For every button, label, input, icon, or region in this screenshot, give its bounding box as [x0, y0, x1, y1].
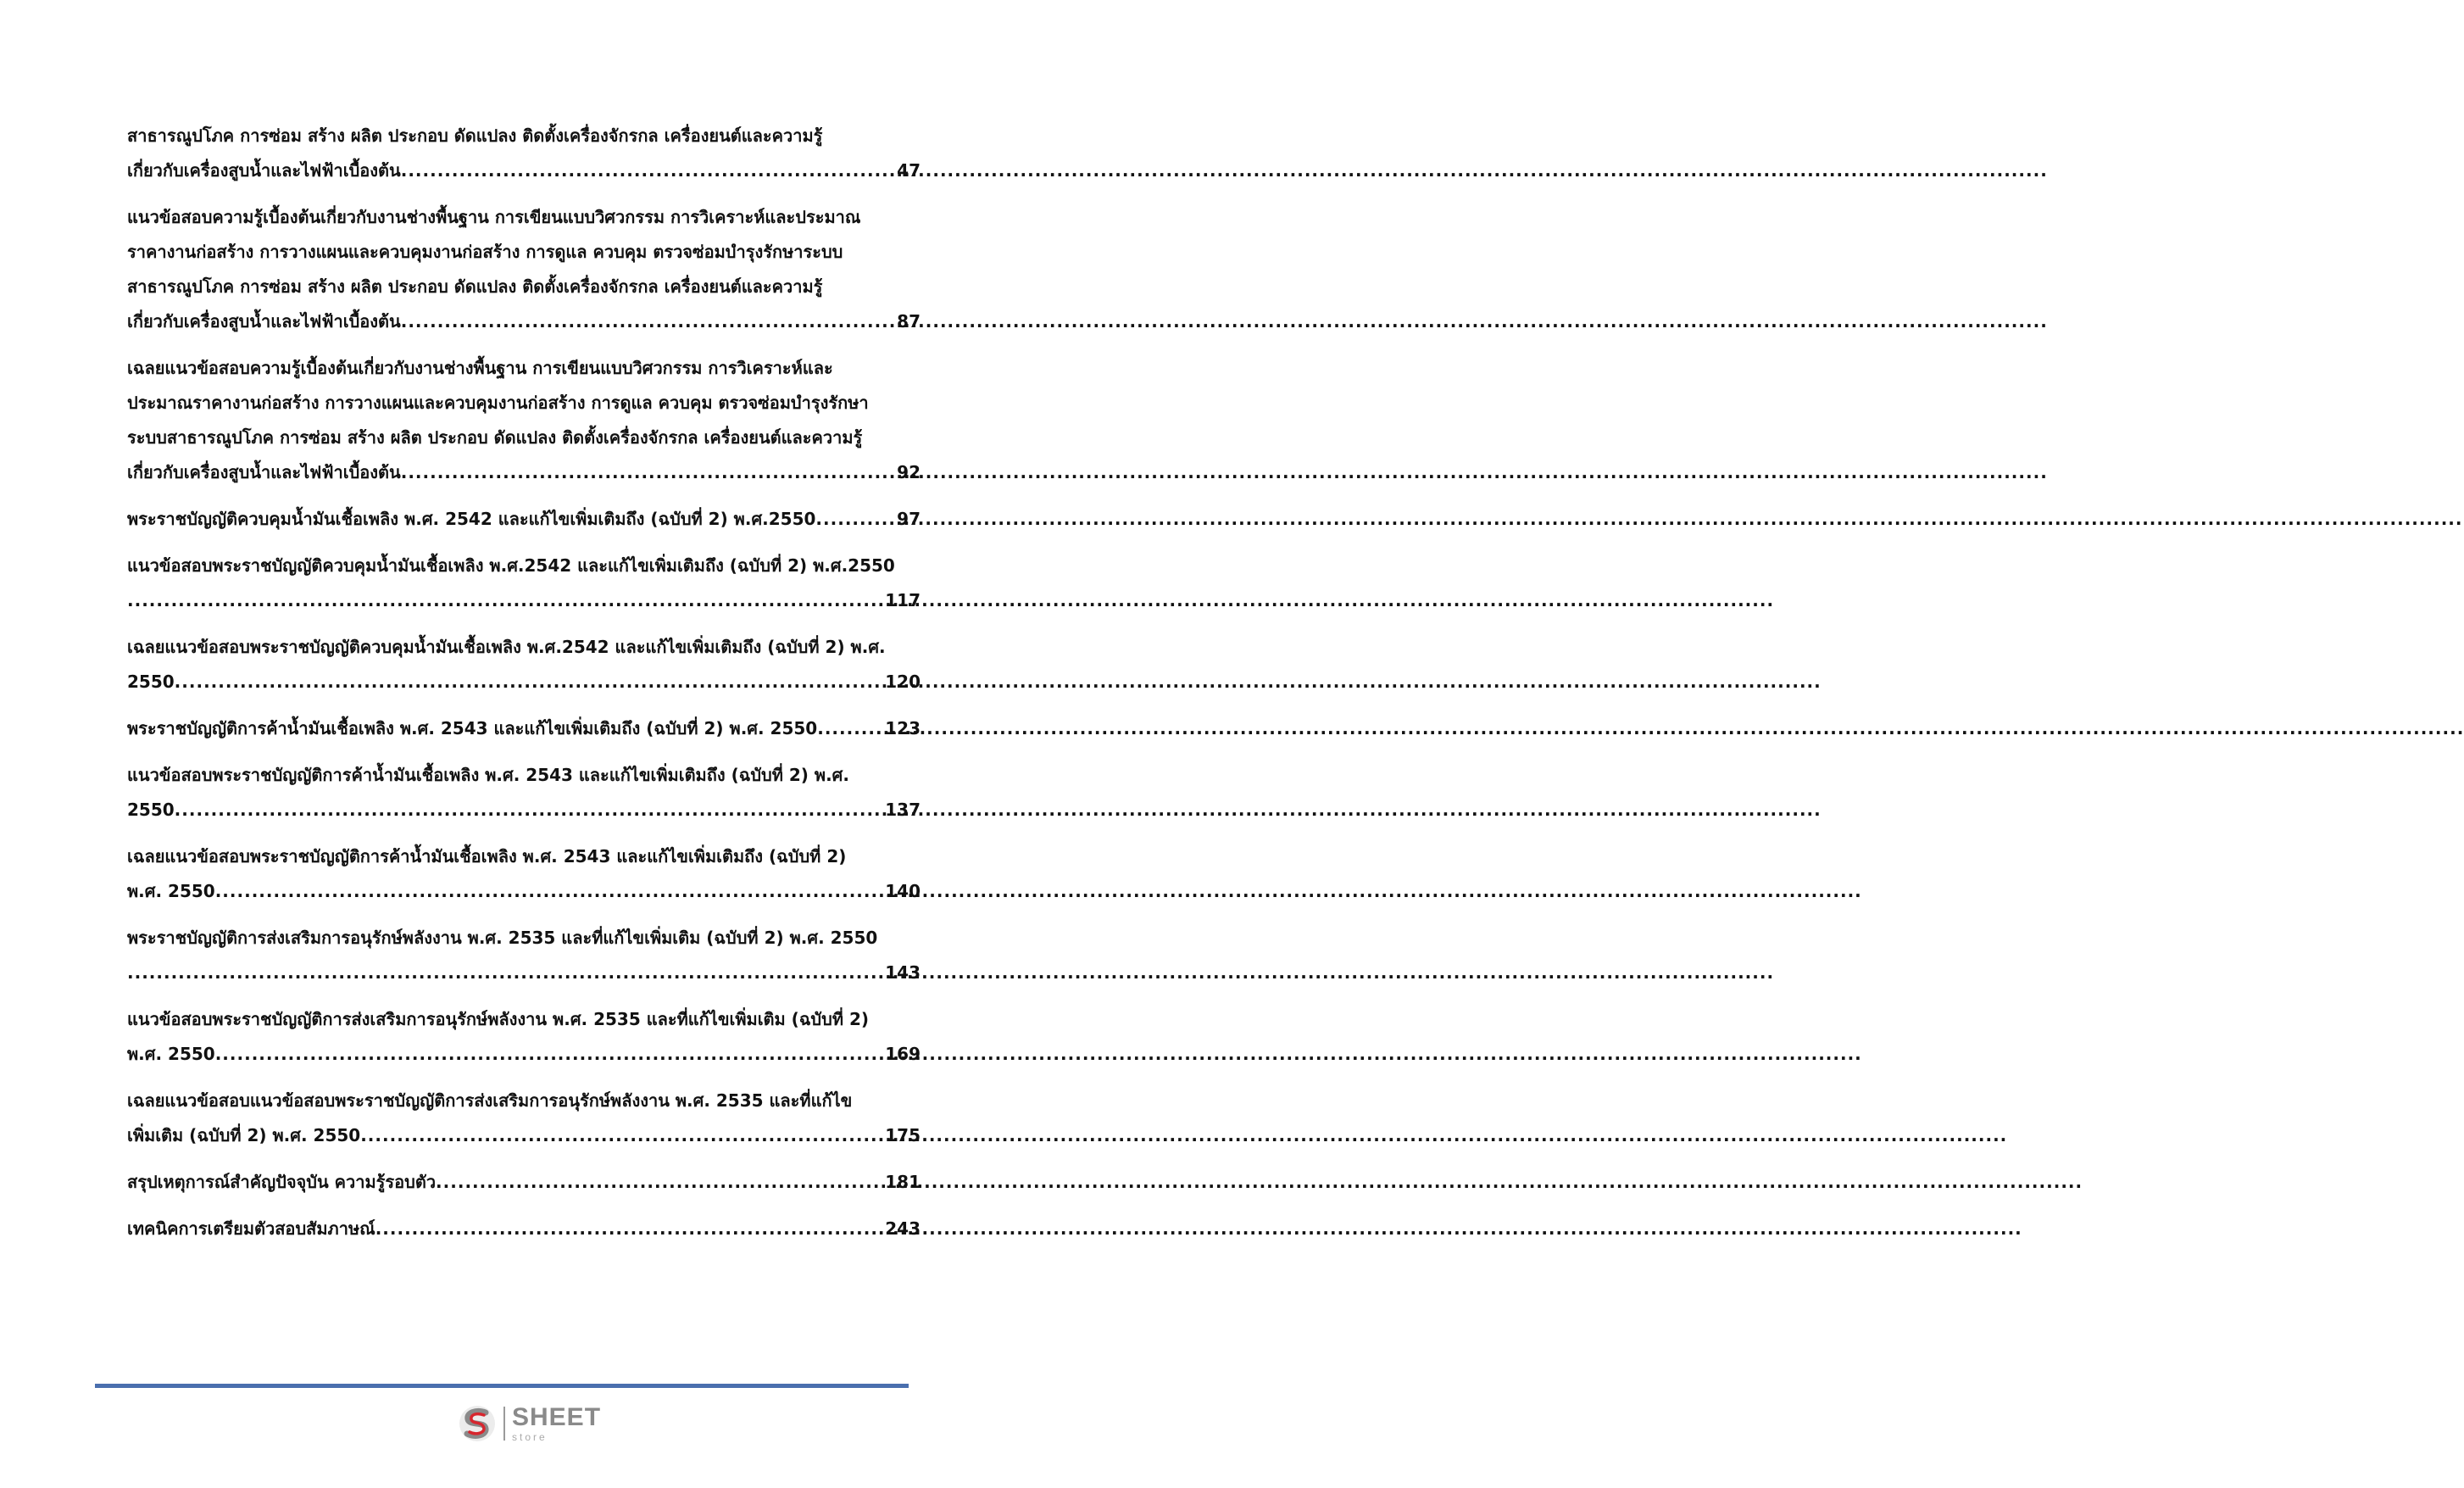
toc-entry-text: เฉลยแนวข้อสอบพระราชบัญญัติการค้าน้ำมันเชื้อเพลิง พ.ศ. 2543 และแก้ไขเพิ่มเติมถึง (ฉบับที่ 2): [127, 846, 847, 867]
toc-page-number: 123: [885, 718, 921, 738]
logo-wordmark: [512, 1405, 601, 1442]
sheet-store-logo-icon: [458, 1404, 497, 1443]
toc-entry-text: แนวข้อสอบพระราชบัญญัติควบคุมน้ำมันเชื้อเพลิง พ.ศ.2542 และแก้ไขเพิ่มเติมถึง (ฉบับที่ 2) พ.ศ.2550: [127, 555, 895, 576]
toc-entry-text: เกี่ยวกับเครื่องสูบน้ำและไฟฟ้าเบื้องต้น: [127, 462, 401, 482]
toc-entry-line: [127, 1118, 921, 1153]
toc-page-number: 140: [885, 881, 921, 901]
toc-entry-line: [127, 455, 921, 490]
toc-entry: [127, 839, 921, 909]
toc-entry-text: ประมาณราคางานก่อสร้าง การวางแผนและควบคุมงานก่อสร้าง การดูแล ควบคุม ตรวจซ่อมบำรุงรักษา: [127, 393, 869, 413]
toc-entry-text: ระบบสาธารณูปโภค การซ่อม สร้าง ผลิต ประกอบ ดัดแปลง ติดตั้งเครื่องจักรกล เครื่องยนต์และความรู้: [127, 427, 863, 448]
toc-entry-line: [127, 583, 921, 618]
toc-page-number: 169: [885, 1044, 921, 1064]
toc-entry-line: [127, 1212, 921, 1246]
toc-page-number: 181: [885, 1172, 921, 1192]
toc-entry-text: เทคนิคการเตรียมตัวสอบสัมภาษณ์: [127, 1218, 375, 1239]
footer-rule: [95, 1384, 909, 1388]
toc-dot-leader: [436, 1165, 882, 1200]
toc-entry-text: 2550: [127, 672, 175, 692]
toc-dot-leader: [215, 1037, 883, 1072]
toc-dot-leader: [215, 874, 883, 909]
toc-page-number: 47: [897, 160, 921, 181]
toc-entry-text: 2550: [127, 800, 175, 820]
toc-page-number: 175: [885, 1125, 921, 1145]
toc-entry-line: [127, 1037, 921, 1072]
toc-entry-text: เกี่ยวกับเครื่องสูบน้ำและไฟฟ้าเบื้องต้น: [127, 311, 401, 332]
toc-entry-line: [127, 235, 921, 270]
toc-entry-line: [127, 421, 921, 455]
toc-entry-text: เฉลยแนวข้อสอบแนวข้อสอบพระราชบัญญัติการส่งเสริมการอนุรักษ์พลังงาน พ.ศ. 2535 และที่แก้ไข: [127, 1090, 853, 1111]
toc-dot-leader: [127, 956, 882, 990]
toc-entry-text: แนวข้อสอบพระราชบัญญัติการค้าน้ำมันเชื้อเพลิง พ.ศ. 2543 และแก้ไขเพิ่มเติมถึง (ฉบับที่ 2) พ.ศ.: [127, 765, 849, 785]
toc-entry-line: [127, 549, 921, 583]
toc-entry: [127, 1002, 921, 1072]
toc-entry: [127, 711, 921, 746]
toc-entry-text: สรุปเหตุการณ์สำคัญปัจจุบัน ความรู้รอบตัว: [127, 1172, 437, 1192]
toc-entry-text: เพิ่มเติม (ฉบับที่ 2) พ.ศ. 2550: [127, 1125, 361, 1145]
toc-entry: [127, 1165, 921, 1200]
table-of-contents: [127, 119, 921, 1258]
toc-dot-leader: [175, 665, 883, 699]
toc-entry-line: [127, 1084, 921, 1118]
toc-entry-line: [127, 200, 921, 235]
toc-entry-text: พ.ศ. 2550: [127, 881, 215, 901]
toc-page-number: 97: [897, 509, 921, 529]
toc-entry: [127, 1212, 921, 1246]
logo-separator: [503, 1407, 505, 1441]
logo-sub: store: [512, 1431, 548, 1443]
toc-dot-leader: [375, 1212, 883, 1246]
toc-entry-text: สาธารณูปโภค การซ่อม สร้าง ผลิต ประกอบ ดัดแปลง ติดตั้งเครื่องจักรกล เครื่องยนต์และความรู้: [127, 125, 823, 146]
toc-entry: [127, 502, 921, 537]
toc-entry: [127, 119, 921, 188]
toc-entry-text: สาธารณูปโภค การซ่อม สร้าง ผลิต ประกอบ ดัดแปลง ติดตั้งเครื่องจักรกล เครื่องยนต์และความรู้: [127, 276, 823, 297]
toc-dot-leader: [401, 304, 894, 339]
toc-page-number: 92: [897, 462, 921, 482]
toc-entry-line: [127, 758, 921, 793]
toc-entry-line: [127, 153, 921, 188]
toc-page-number: 117: [885, 590, 921, 610]
toc-dot-leader: [815, 502, 894, 537]
toc-entry-line: [127, 874, 921, 909]
toc-entry-line: [127, 956, 921, 990]
toc-entry-line: [127, 665, 921, 699]
toc-entry-line: [127, 270, 921, 304]
footer-logo: [458, 1404, 601, 1443]
toc-entry-line: [127, 630, 921, 665]
toc-entry-text: เฉลยแนวข้อสอบพระราชบัญญัติควบคุมน้ำมันเชื้อเพลิง พ.ศ.2542 และแก้ไขเพิ่มเติมถึง (ฉบับที่ 2) พ.ศ.: [127, 637, 886, 657]
toc-entry-line: [127, 304, 921, 339]
toc-entry-line: [127, 386, 921, 421]
toc-page-number: 87: [897, 311, 921, 332]
toc-entry: [127, 630, 921, 699]
toc-entry-line: [127, 351, 921, 386]
toc-page-number: 243: [885, 1218, 921, 1239]
toc-dot-leader: [401, 153, 894, 188]
toc-entry-line: [127, 119, 921, 153]
toc-dot-leader: [127, 583, 882, 618]
toc-entry: [127, 758, 921, 828]
toc-dot-leader: [817, 711, 882, 746]
toc-entry: [127, 200, 921, 339]
toc-entry: [127, 351, 921, 490]
toc-entry-line: [127, 711, 921, 746]
toc-entry-line: [127, 1002, 921, 1037]
toc-dot-leader: [175, 793, 883, 828]
toc-page-number: 120: [885, 672, 921, 692]
toc-entry-text: พ.ศ. 2550: [127, 1044, 215, 1064]
toc-entry-line: [127, 793, 921, 828]
toc-entry-line: [127, 1165, 921, 1200]
toc-entry-text: ราคางานก่อสร้าง การวางแผนและควบคุมงานก่อสร้าง การดูแล ควบคุม ตรวจซ่อมบำรุงรักษาระบบ: [127, 242, 843, 262]
toc-entry-text: พระราชบัญญัติการส่งเสริมการอนุรักษ์พลังงาน พ.ศ. 2535 และที่แก้ไขเพิ่มเติม (ฉบับที่ 2) พ.ศ. 2550: [127, 928, 878, 948]
toc-entry-text: เฉลยแนวข้อสอบความรู้เบื้องต้นเกี่ยวกับงานช่างพื้นฐาน การเขียนแบบวิศวกรรม การวิเคราะห์และ: [127, 358, 833, 378]
toc-entry: [127, 921, 921, 990]
toc-page-number: 143: [885, 962, 921, 983]
toc-page-number: 137: [885, 800, 921, 820]
toc-entry-line: [127, 502, 921, 537]
toc-entry-text: แนวข้อสอบพระราชบัญญัติการส่งเสริมการอนุรักษ์พลังงาน พ.ศ. 2535 และที่แก้ไขเพิ่มเติม (ฉบับที่ 2): [127, 1009, 870, 1029]
toc-entry-text: พระราชบัญญัติการค้าน้ำมันเชื้อเพลิง พ.ศ. 2543 และแก้ไขเพิ่มเติมถึง (ฉบับที่ 2) พ.ศ. 2550: [127, 718, 818, 738]
toc-entry-text: พระราชบัญญัติควบคุมน้ำมันเชื้อเพลิง พ.ศ. 2542 และแก้ไขเพิ่มเติมถึง (ฉบับที่ 2) พ.ศ.2550: [127, 509, 816, 529]
toc-entry-line: [127, 921, 921, 956]
logo-brand: SHEET: [512, 1403, 602, 1431]
toc-entry-text: เกี่ยวกับเครื่องสูบน้ำและไฟฟ้าเบื้องต้น: [127, 160, 401, 181]
toc-entry-text: แนวข้อสอบความรู้เบื้องต้นเกี่ยวกับงานช่างพื้นฐาน การเขียนแบบวิศวกรรม การวิเคราะห์และประมาณ: [127, 207, 861, 227]
toc-dot-leader: [401, 455, 894, 490]
toc-dot-leader: [360, 1118, 882, 1153]
toc-entry: [127, 549, 921, 618]
toc-entry-line: [127, 839, 921, 874]
toc-entry: [127, 1084, 921, 1153]
